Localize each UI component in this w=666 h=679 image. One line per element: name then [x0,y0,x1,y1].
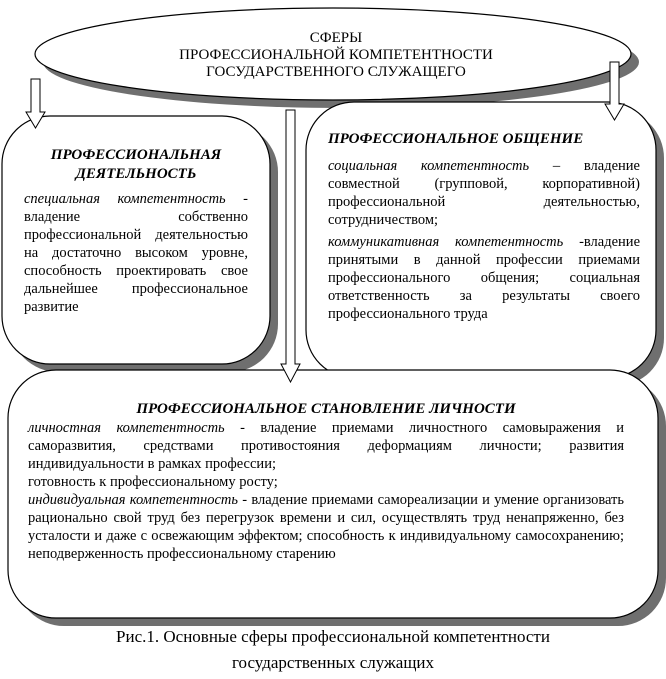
bottom-text-1 [28,419,624,473]
right-description-2: -владение принятыми в данной профессии приемами профессионального общения; социальная ответственность за результаты своего профессионального труда [328,234,641,322]
right-heading: ПРОФЕССИОНАЛЬНОЕ ОБЩЕНИЕ [328,131,584,147]
top-title-line2: ПРОФЕССИОНАЛЬНОЙ КОМПЕТЕНТНОСТИ [179,47,493,63]
right-description-1: – владение совместной (групповой, корпоративной) профессиональной деятельностью, сотрудничеством; [328,158,640,228]
top-title [140,30,532,81]
right-box-content [328,130,640,370]
bottom-box-content [28,400,624,610]
left-box-content [14,140,258,352]
bottom-term-2: индивидуальная компетентность [28,492,238,508]
bottom-description-1: - владение приемами личностного самовыражения и саморазвития, средствами противостояния деформациям личности; развития индивидуальности в рамках профессии; [28,420,624,472]
left-heading: ПРОФЕССИОНАЛЬНАЯ ДЕЯТЕЛЬНОСТЬ [50,147,222,182]
bottom-term-1: личностная компетентность [28,420,225,436]
left-term: специальная компетентность [24,191,226,207]
figure-caption [40,624,626,676]
left-text [16,190,256,316]
caption-line2: государственных служащих [231,653,435,672]
bottom-text-2 [28,491,624,563]
left-description: - владение собственно профессиональной деятельностью на достаточно высоком уровне, способность проектировать свое дальнейшее профессиональное развитие [24,191,248,315]
caption-line1: Рис.1. Основные сферы профессиональной компетентности [116,627,550,646]
right-term-1: социальная компетентность [328,158,530,174]
right-text-2 [328,233,640,323]
right-text-1 [328,157,640,229]
arrow-center [281,110,300,382]
right-term-2: коммуникативная компетентность [328,234,564,250]
bottom-heading: ПРОФЕССИОНАЛЬНОЕ СТАНОВЛЕНИЕ ЛИЧНОСТИ [136,401,516,417]
top-title-line1: СФЕРЫ [309,30,363,46]
top-title-line3: ГОСУДАРСТВЕННОГО СЛУЖАЩЕГО [206,64,466,80]
bottom-text-1b: готовность к профессиональному росту; [28,474,278,490]
bottom-description-2: - владение приемами самореализации и умение организовать рационально свой труд без перегрузок времени и сил, осуществлять труд ненапряженно, без усталости и даже с освежающим эффектом; способность к индивидуальному самосохранению; неподверженность профессиональному старению [28,492,625,562]
